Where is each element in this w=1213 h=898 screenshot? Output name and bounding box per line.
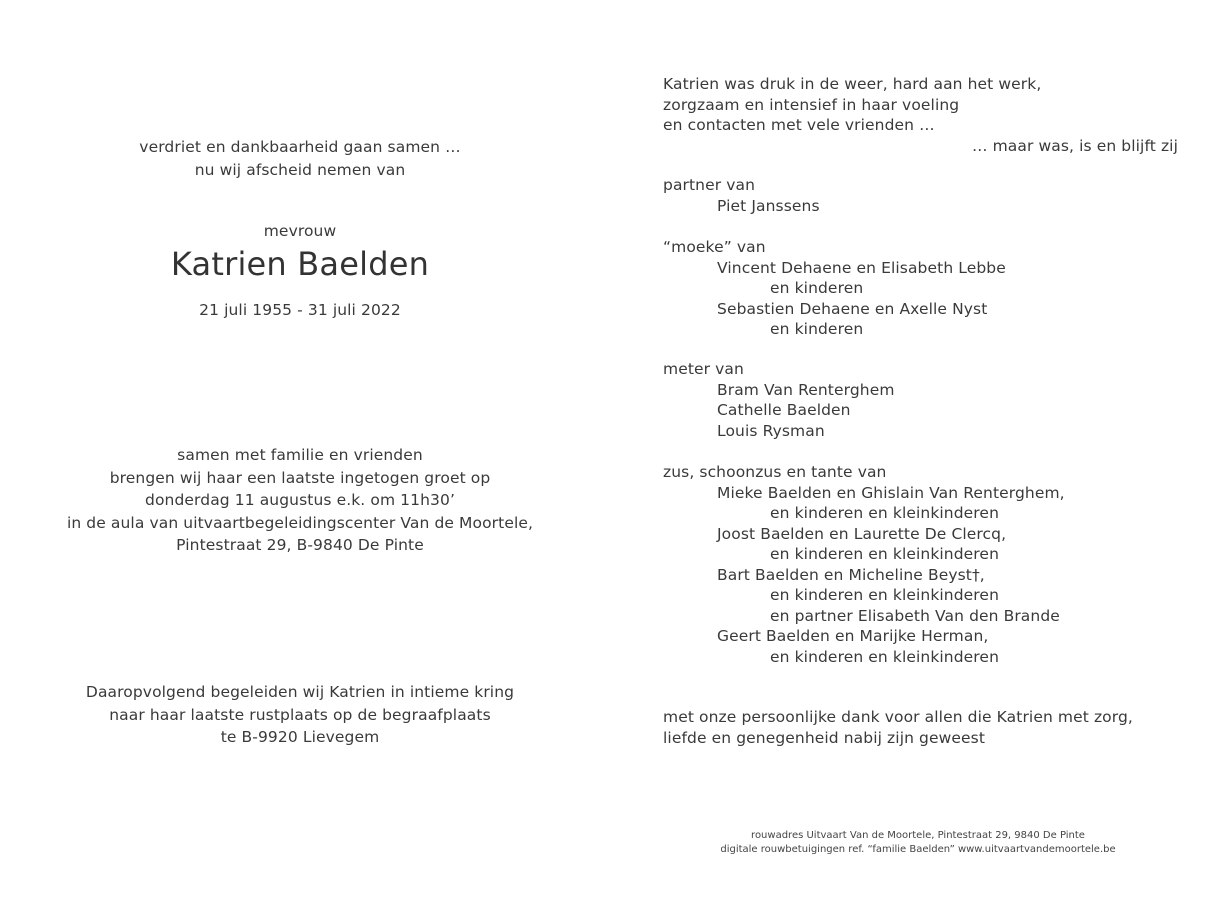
section-heading: meter van xyxy=(663,360,744,378)
footer-address: rouwadres Uitvaart Van de Moortele, Pintestraat 29, 9840 De Pinte xyxy=(751,830,1085,841)
life-dates: 21 juli 1955 - 31 juli 2022 xyxy=(199,301,401,319)
footer-website: digitale rouwbetuigingen ref. “familie Baelden” www.uitvaartvandemoortele.be xyxy=(720,844,1116,855)
service-line: donderdag 11 augustus e.k. om 11h30’ xyxy=(145,491,455,509)
family-member: Louis Rysman xyxy=(717,421,825,440)
service-line: in de aula van uitvaartbegeleidingscenter Van de Moortele, xyxy=(66,513,534,532)
section-heading: “moeke” van xyxy=(663,238,766,256)
section-heading: partner van xyxy=(663,176,756,194)
intro-text xyxy=(0,136,600,181)
family-member-sub: en kinderen en kleinkinderen xyxy=(770,504,999,522)
family-member-sub: en kinderen en kleinkinderen xyxy=(770,647,999,666)
siblings-section xyxy=(663,462,1178,667)
intro-line: verdriet en dankbaarheid gaan samen … xyxy=(139,138,461,156)
family-member: Vincent Dehaene en Elisabeth Lebbe xyxy=(717,258,1006,277)
thanks-line: met onze persoonlijke dank voor allen die Katrien met zorg, xyxy=(663,708,1133,726)
family-member-sub: en partner Elisabeth Van den Brande xyxy=(770,606,1060,625)
family-member: Piet Janssens xyxy=(717,196,820,215)
moeke-section xyxy=(663,237,1178,340)
family-member: Mieke Baelden en Ghislain Van Renterghem, xyxy=(717,483,1065,502)
family-member: Sebastien Dehaene en Axelle Nyst xyxy=(717,299,988,318)
service-line: Pintestraat 29, B-9840 De Pinte xyxy=(176,536,424,554)
burial-line: te B-9920 Lievegem xyxy=(220,728,380,746)
partner-section xyxy=(663,175,1178,216)
family-member: Cathelle Baelden xyxy=(717,401,851,419)
poem-line: … maar was, is en blijft zij xyxy=(971,136,1178,155)
poem-line: zorgzaam en intensief in haar voeling xyxy=(663,95,960,114)
family-member-sub: en kinderen xyxy=(770,320,864,338)
family-member: Geert Baelden en Marijke Herman, xyxy=(717,627,989,645)
burial-details xyxy=(0,681,600,749)
poem xyxy=(663,74,1178,156)
service-details xyxy=(0,444,600,557)
burial-line: naar haar laatste rustplaats op de begraafplaats xyxy=(109,705,491,724)
thanks-line: liefde en genegenheid nabij zijn geweest xyxy=(663,728,986,747)
family-member-sub: en kinderen xyxy=(770,279,864,297)
deceased-name: Katrien Baelden xyxy=(170,245,430,283)
family-member-sub: en kinderen en kleinkinderen xyxy=(770,586,999,604)
family-member: Bart Baelden en Micheline Beyst†, xyxy=(717,565,985,584)
section-heading: zus, schoonzus en tante van xyxy=(663,463,887,481)
service-line: samen met familie en vrienden xyxy=(177,446,423,464)
family-member-sub: en kinderen en kleinkinderen xyxy=(770,545,999,563)
meter-section xyxy=(663,359,1178,441)
poem-line: en contacten met vele vrienden … xyxy=(663,116,935,134)
thanks-text xyxy=(663,707,1178,748)
service-line: brengen wij haar een laatste ingetogen groet op xyxy=(109,468,491,487)
footer-contact xyxy=(663,829,1173,857)
poem-line: Katrien was druk in de weer, hard aan het werk, xyxy=(663,75,1042,93)
burial-line: Daaropvolgend begeleiden wij Katrien in intieme kring xyxy=(85,683,515,701)
family-member: Bram Van Renterghem xyxy=(717,380,895,399)
honorific: mevrouw xyxy=(263,222,337,240)
intro-line: nu wij afscheid nemen van xyxy=(194,160,406,179)
family-member: Joost Baelden en Laurette De Clercq, xyxy=(717,524,1007,543)
